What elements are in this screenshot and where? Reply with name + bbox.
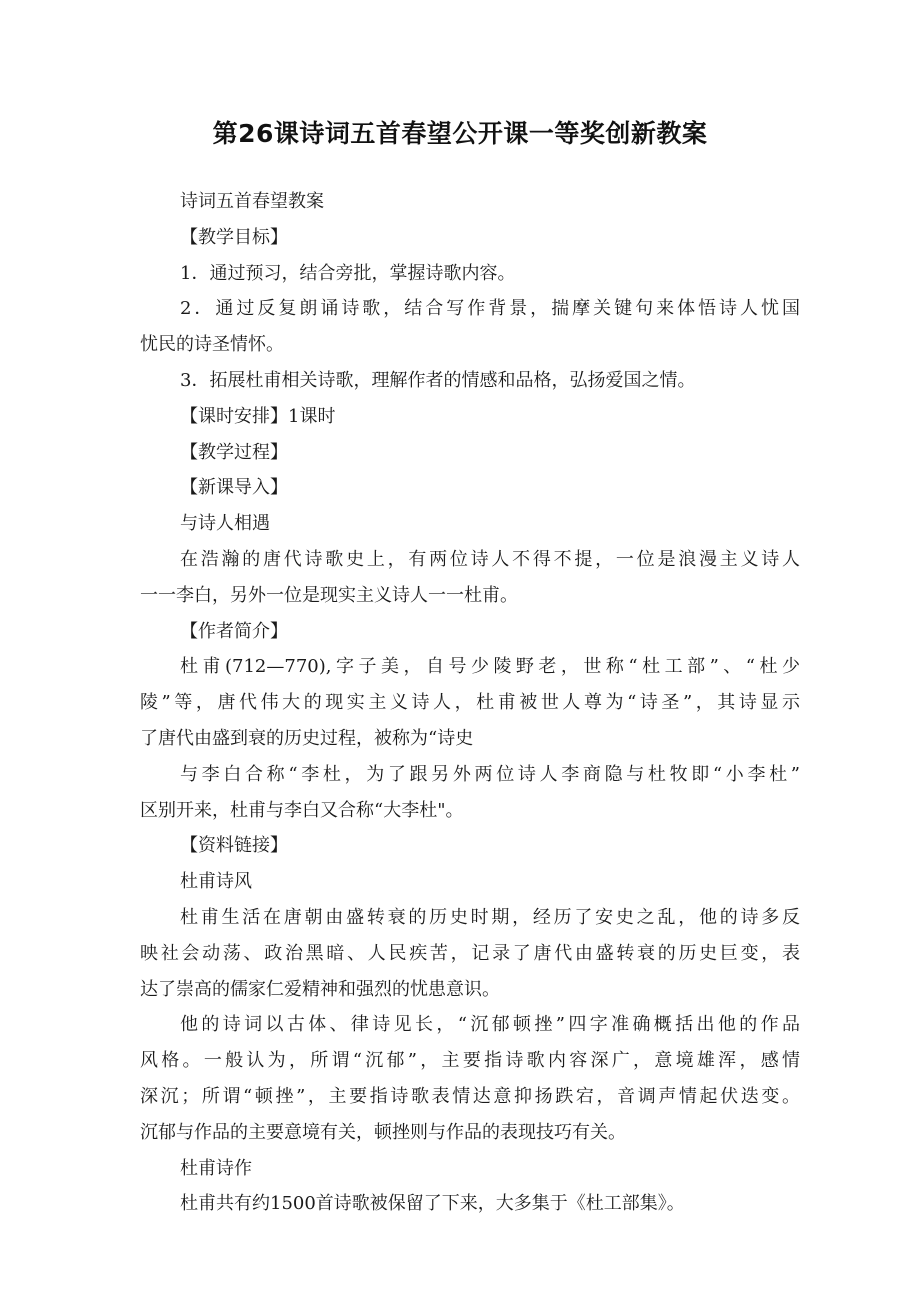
paragraph-line: 区别开来，杜甫与李白又合称“大李杜"。: [140, 799, 464, 821]
paragraph-line: 杜甫共有约1500首诗歌被保留了下来，大多集于《杜工部集》。: [180, 1193, 685, 1215]
paragraph-line: 了唐代由盛到衰的历史过程，被称为“诗史: [140, 727, 474, 749]
subheading: 杜甫诗风: [180, 871, 252, 893]
objective-item: 1．通过预习，结合旁批，掌握诗歌内容。: [180, 262, 516, 284]
objective-item: 3．拓展杜甫相关诗歌，理解作者的情感和品格，弘扬爱国之情。: [180, 369, 696, 391]
section-label-intro: 【新课导入】: [180, 477, 288, 499]
section-label-resources: 【资料链接】: [180, 835, 288, 857]
section-label-author: 【作者简介】: [180, 620, 288, 642]
document-title: 第26课诗词五首春望公开课一等奖创新教案: [212, 119, 708, 148]
document-body: [140, 184, 800, 1222]
paragraph-line: 陵”等，唐代伟大的现实主义诗人，杜甫被世人尊为“诗圣”，其诗显示: [140, 692, 800, 714]
objective-item: 2．通过反复朗诵诗歌，结合写作背景，揣摩关键句来体悟诗人忧国: [180, 298, 800, 320]
paragraph-line: 风格。一般认为，所谓“沉郁”，主要指诗歌内容深广，意境雄浑，感情: [140, 1050, 800, 1072]
paragraph-line: 深沉；所谓“顿挫”，主要指诗歌表情达意抑扬跌宕，音调声情起伏迭变。: [140, 1085, 800, 1107]
paragraph-line: 杜甫(712—770),字子美，自号少陵野老，世称“杜工部”、“杜少: [180, 656, 800, 678]
section-label-process: 【教学过程】: [180, 441, 288, 463]
subheading: 与诗人相遇: [180, 513, 270, 535]
paragraph-line: 在浩瀚的唐代诗歌史上，有两位诗人不得不提，一位是浪漫主义诗人: [180, 548, 800, 570]
objective-item-continued: 忧民的诗圣情怀。: [140, 334, 284, 356]
section-label-schedule: 【课时安排】1课时: [180, 405, 336, 427]
section-label-objectives: 【教学目标】: [180, 226, 288, 248]
paragraph-line: 一一李白，另外一位是现实主义诗人一一杜甫。: [140, 584, 518, 606]
paragraph-line: 与李白合称“李杜，为了跟另外两位诗人李商隐与杜牧即“小李杜”: [180, 763, 800, 785]
paragraph-line: 映社会动荡、政治黑暗、人民疾苦，记录了唐代由盛转衰的历史巨变，表: [140, 942, 800, 964]
paragraph-line: 他的诗词以古体、律诗见长，“沉郁顿挫”四字准确概括出他的作品: [180, 1014, 800, 1036]
subheading: 杜甫诗作: [180, 1157, 252, 1179]
paragraph-line: 沉郁与作品的主要意境有关，顿挫则与作品的表现技巧有关。: [140, 1121, 626, 1143]
paragraph-line: 杜甫生活在唐朝由盛转衰的历史时期，经历了安史之乱，他的诗多反: [180, 906, 800, 928]
paragraph-line: 达了崇高的儒家仁爱精神和强烈的忧患意识。: [140, 978, 500, 1000]
section-heading: 诗词五首春望教案: [180, 191, 324, 212]
